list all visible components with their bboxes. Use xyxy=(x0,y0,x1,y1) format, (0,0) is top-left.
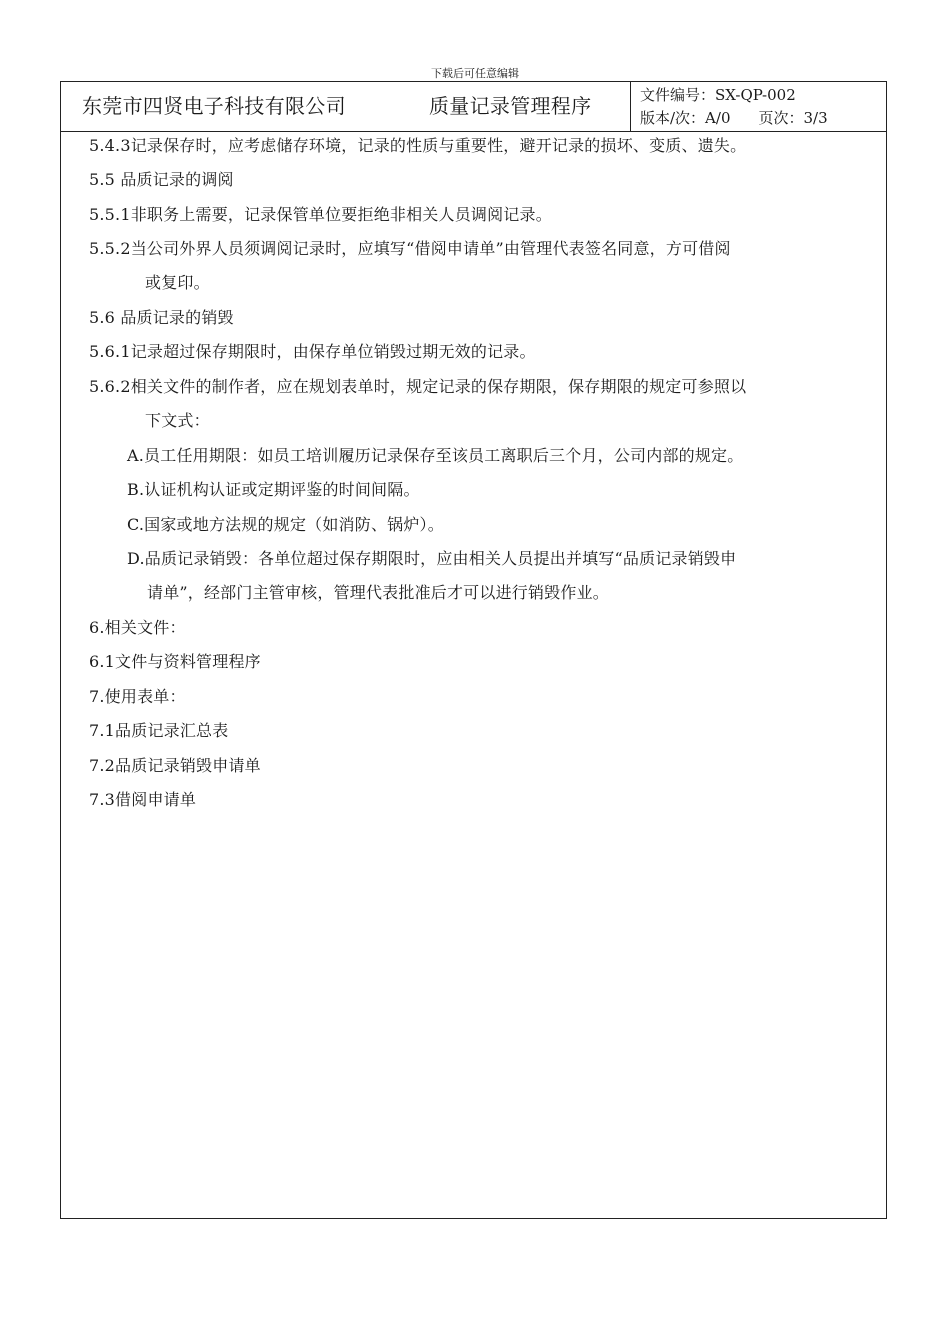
top-note: 下载后可任意编辑 xyxy=(431,67,519,80)
body-line: 6.1文件与资料管理程序 xyxy=(89,652,261,671)
company-name: 东莞市四贤电子科技有限公司 xyxy=(82,94,346,118)
body-line: 7.使用表单： xyxy=(89,687,186,706)
document-header xyxy=(61,82,886,132)
body-line: 7.2品质记录销毁申请单 xyxy=(89,756,261,775)
body-line: 7.3借阅申请单 xyxy=(89,790,197,809)
document-title: 质量记录管理程序 xyxy=(429,94,592,118)
version: 版本/次：A/0 xyxy=(640,109,731,127)
body-line: 5.5 品质记录的调阅 xyxy=(89,170,234,189)
body-line: D.品质记录销毁：各单位超过保存期限时，应由相关人员提出并填写“品质记录销毁申 xyxy=(127,549,737,568)
document-meta xyxy=(630,82,887,131)
body-line: 5.6.1记录超过保存期限时，由保存单位销毁过期无效的记录。 xyxy=(89,342,536,361)
document-number: 文件编号：SX-QP-002 xyxy=(640,86,796,104)
body-line: 或复印。 xyxy=(145,273,210,292)
body-line: 5.6 品质记录的销毁 xyxy=(89,308,234,327)
document-frame xyxy=(60,81,887,1219)
version-page-line xyxy=(640,108,828,128)
page-count: 页次：3/3 xyxy=(758,109,828,127)
body-line: 6.相关文件： xyxy=(89,618,186,637)
body-line: B.认证机构认证或定期评鉴的时间间隔。 xyxy=(127,480,420,499)
body-line: 7.1品质记录汇总表 xyxy=(89,721,229,740)
body-line: 请单”，经部门主管审核，管理代表批准后才可以进行销毁作业。 xyxy=(147,583,609,602)
body-line: 5.6.2相关文件的制作者，应在规划表单时，规定记录的保存期限，保存期限的规定可参照以 xyxy=(89,377,747,396)
body-line: 5.5.1非职务上需要，记录保管单位要拒绝非相关人员调阅记录。 xyxy=(89,205,552,224)
body-line: 5.5.2当公司外界人员须调阅记录时，应填写“借阅申请单”由管理代表签名同意，方可借阅 xyxy=(89,239,731,258)
body-line: A.员工任用期限：如员工培训履历记录保存至该员工离职后三个月，公司内部的规定。 xyxy=(127,446,744,465)
body-line: 5.4.3记录保存时，应考虑储存环境，记录的性质与重要性，避开记录的损坏、变质、遗失。 xyxy=(89,136,747,155)
body-line: C.国家或地方法规的规定（如消防、锅炉）。 xyxy=(127,515,444,534)
body-line: 下文式： xyxy=(145,411,210,430)
